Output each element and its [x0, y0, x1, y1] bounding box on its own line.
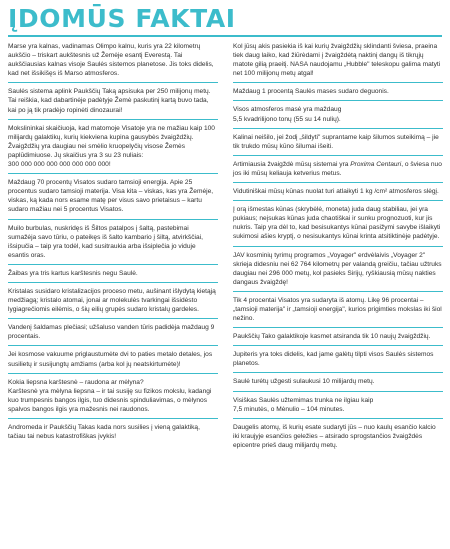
fact-text: Kalinai neišilo, jei žodį „šildyti" suprantame kaip šilumos suteikimą – jie tik trukdo mūsų kūno šilumai išeiti. [233, 133, 439, 150]
fact-text: Į orą išmestas kūnas (skrybėlė, moneta) juda daug stabiliau, jei yra pukiaus; neįsukas kūnas juda chaotiškai ir sunku prognozuoti, kur jis nukris. Taip yra dėl to, kad besisukantys kūnai pasižymi savybe išlaikyti sukimosi ašies kryptį, o nesisukantys kūnai krinta atsitiktinėje padėtyje. [233, 206, 441, 241]
fact-item [233, 185, 443, 201]
right-column [233, 40, 443, 456]
fact-text: Daugelis atomų, iš kurių esate sudaryti jūs – nuo kaulų esančio kalcio iki kraujyje esančios geležies – atsirado sprogstančios žvaigždės epicentre prieš daug milijardų metų. [233, 423, 436, 449]
fact-item [8, 321, 218, 346]
fact-item [233, 375, 443, 391]
fact-text: Tik 4 procentai Visatos yra sudaryta iš atomų. Likę 96 procentai – „tamsioji materija" ir „tamsioji energija", kurios prigimties mokslas iki šiol nežino. [233, 296, 442, 323]
fact-item [233, 103, 443, 128]
fact-item [8, 40, 218, 83]
fact-item [8, 285, 218, 319]
fact-text: Žaibas yra tris kartus karštesnis negu Saulė. [8, 269, 138, 277]
fact-item [8, 176, 218, 219]
fact-item [8, 122, 218, 174]
fact-item [8, 376, 218, 419]
fact-item [8, 348, 218, 373]
fact-text: Andromeda ir Paukščių Takas kada nors susilies į vieną galaktiką, tačiau tai nebus katastrofiškas įvykis! [8, 424, 200, 441]
fact-text: Visiškas Saulės užtemimas trunka ne ilgiau kaip [233, 396, 374, 404]
title-divider [8, 35, 442, 37]
fact-text: Artimiausia žvaigždė mūsų sistemai yra Proxima Centauri, o šviesa nuo jos iki mūsų keliauja ketverius metus. [233, 160, 442, 177]
fact-text: Saulės sistema aplink Paukščių Taką apsisuka per 250 milijonų metų. Tai reiškia, kad dabartinėje padėtyje Žemė paskutinį kartą buvo tada, kai po ją tik pradėjo ropinėti dinozaurai! [8, 88, 211, 114]
fact-text: Kristalas susidaro kristalizacijos proceso metu, aušinant išlydytą kietąją medžiagą; kristalo atomai, jonai ar molekulės tvarkingai išsidėsto lygiagrečiomis eilėmis, o šių eilių grupės sudaro kristalų gardeles. [8, 287, 216, 314]
fact-item [233, 131, 443, 156]
fact-text: Jupiteris yra toks didelis, kad jame galėtų tilpti visos Saulės sistemos planetos. [233, 351, 434, 368]
fact-item [233, 85, 443, 101]
fact-text: JAV kosminių tyrimų programos „Voyager" erdvėlaivis „Voyager 2" skrieja didesniu nei 62 764 kilometrų per valandą greičiu, tačiau užtruks daugiau nei 296 000 metų, kol pasieks Sirijų, ryškiausią mūsų nakties dangaus žvaigždę! [233, 251, 442, 286]
page-title: ĮDOMŪS FAKTAI [8, 4, 236, 33]
fact-text: 7,5 minutės, o Mėnulio – 104 minutes. [233, 405, 345, 413]
fact-text: Mokslininkai skaičiuoja, kad matomoje Visatoje yra ne mažiau kaip 100 milijardų galaktikų, kurių kiekviena kupina gausybės žvaigždžių. Žvaigždžių yra daugiau nei smėlio kruopelyčių visose Žemės paplūdimiuose. Jų skaičius yra 3 su 23 nuliais: [8, 124, 215, 159]
fact-text: Maždaug 70 procentų Visatos sudaro tamsioji energija. Apie 25 procentus sudaro tamsioji materija. Visa kita – viskas, kas yra Žemėje, viskas, ką kada nors esame matę per visus savo prietaisus – kartu sudaro mažiau nei 5 procentus Visatos. [8, 179, 214, 214]
fact-item [8, 222, 218, 265]
fact-item [8, 421, 218, 445]
fact-text: Maždaug 1 procentą Saulės mases sudaro deguonis. [233, 88, 389, 96]
fact-text: Saulė turėtų užgesti sulaukusi 10 milijardų metų. [233, 378, 375, 386]
fact-text: Marse yra kalnas, vadinamas Olimpo kalnu, kuris yra 22 kilometrų aukščio – triskart aukštesnis už Žemėje esantį Everestą. Tai aukščiausias kalnas visoje Saulės sistemos planetose. Jis toks didelis, kad net išsikišęs iš Marso atmosferos. [8, 43, 214, 78]
fact-text: Kol jūsų akis pasiekia iš kai kurių žvaigždžių sklindanti šviesa, praeina tiek daug laiko, kad žiūrėdami į žvaigždėtą naktinį dangų iš tikrųjų matote gilią praeitį. NASA naudojamu „Hubble" teleskopu galima matyti net 100 milijonų metų atgal! [233, 43, 441, 78]
fact-item [233, 249, 443, 292]
fact-text: 300 000 000 000 000 000 000 000! [8, 161, 111, 169]
fact-text: Vandenį šaldamas plečiasi; užšaluso vanden tūris padidėja maždaug 9 procentais. [8, 324, 215, 341]
fact-item [233, 421, 443, 454]
fact-item [233, 348, 443, 373]
fact-item [8, 267, 218, 283]
fact-text: Jei kosmose vakuume priglaustumėte dvi to paties metalo detales, jos susilietų ir susijungtų amžiams (arba kol jų neatskirtumėte)! [8, 351, 213, 368]
fact-item [233, 158, 443, 183]
fact-text: Paukščių Tako galaktikoje kasmet atsiranda tik 10 naujų žvaigždžių. [233, 333, 431, 341]
fact-item [233, 40, 443, 83]
fact-item [233, 330, 443, 346]
fact-text: 5,5 kvadrilijono tonų (55 su 14 nulių). [233, 115, 341, 123]
fact-text: Muilo burbulas, nuskridęs iš Šiltos patalpos į šaltą, pastebimai sumažėja savo tūriu, o pateikęs iš šalto kambario į šiltą, atvirkščiai, išsipučia – taip yra todėl, kad susitraukia arba išsiplečia jo viduje esantis oras. [8, 224, 203, 259]
fact-item [233, 203, 443, 246]
fact-text: Karštesnė yra mėlyna liepsna – ir tai susiję su fizikos mokslu, kadangi kuo trumpesnis bangos ilgis, tuo didesnis spinduliavimas, o mėlynos spalvos bangos ilgis yra mažesnis nei raudonos. [8, 387, 212, 413]
left-column [8, 40, 218, 447]
fact-text: Vidutiniškai mūsų kūnas nuolat turi atlaikyti 1 kg /cm² atmosferos slėgį. [233, 188, 439, 196]
fact-item [233, 394, 443, 419]
fact-item [8, 85, 218, 119]
fact-text: Kokia liepsna karštesnė – raudona ar mėlyna? [8, 378, 144, 386]
fact-item [233, 294, 443, 328]
fact-text: Visos atmosferos masė yra maždaug [233, 106, 342, 114]
